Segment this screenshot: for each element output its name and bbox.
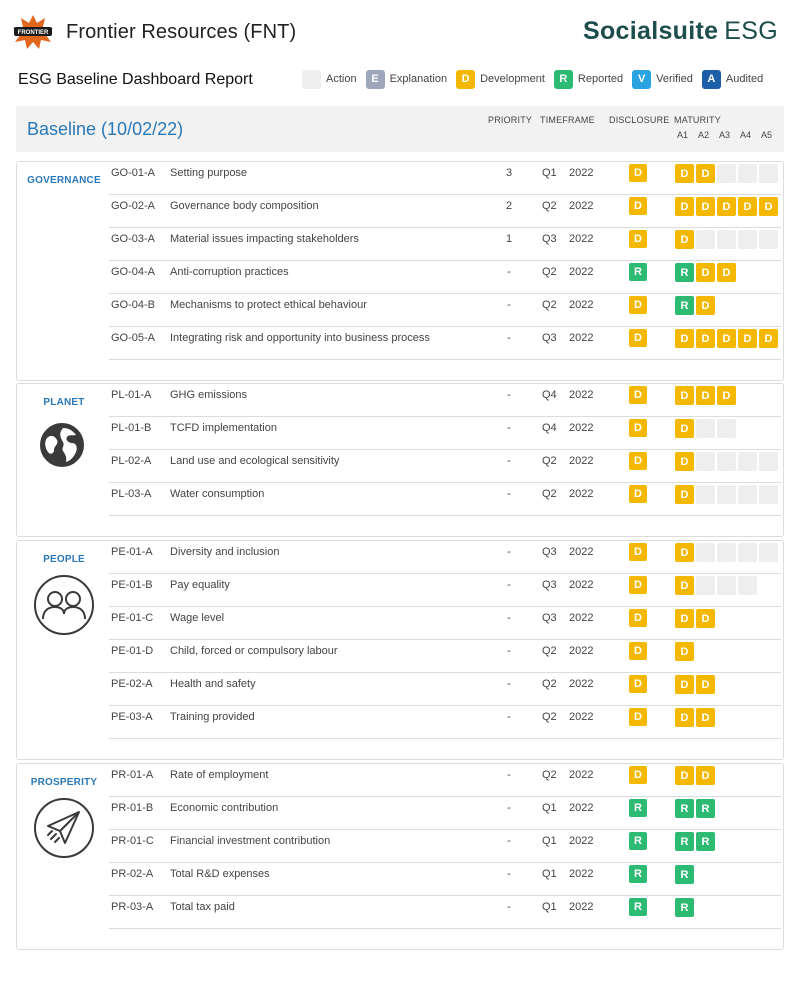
indicator-code: PE-01-A	[111, 546, 153, 558]
disclosure-badge: D	[629, 485, 647, 503]
disclosure-badge: D	[629, 386, 647, 404]
legend-item-audited	[702, 70, 763, 89]
maturity-a2-badge: D	[696, 296, 715, 315]
disclosure-badge: D	[629, 609, 647, 627]
timeframe-year: 2022	[569, 612, 594, 624]
legend-label: Explanation	[389, 73, 448, 85]
company-logo	[11, 14, 55, 50]
table-row	[109, 896, 781, 929]
maturity-a2-badge: D	[696, 708, 715, 727]
report-header	[0, 0, 800, 66]
timeframe-year: 2022	[569, 299, 594, 311]
timeframe-year: 2022	[569, 711, 594, 723]
indicator-name: Governance body composition	[170, 200, 319, 212]
maturity-a1-badge: D	[675, 708, 694, 727]
priority-value: -	[507, 422, 511, 434]
table-row	[109, 863, 781, 896]
timeframe-quarter: Q2	[542, 711, 557, 723]
maturity-a2-badge: R	[696, 832, 715, 851]
priority-value: -	[507, 612, 511, 624]
maturity-a3-badge	[717, 452, 736, 471]
maturity-column-header: MATURITY	[674, 115, 721, 125]
maturity-a5-badge: D	[759, 197, 778, 216]
legend-item-action	[302, 70, 357, 89]
maturity-a4-badge	[738, 576, 757, 595]
maturity-a1-badge: R	[675, 296, 694, 315]
timeframe-year: 2022	[569, 389, 594, 401]
disclosure-badge: D	[629, 164, 647, 182]
baseline-header	[16, 106, 784, 152]
indicator-name: Diversity and inclusion	[170, 546, 280, 558]
disclosure-badge: R	[629, 263, 647, 281]
timeframe-quarter: Q2	[542, 266, 557, 278]
timeframe-year: 2022	[569, 488, 594, 500]
timeframe-year: 2022	[569, 266, 594, 278]
legend-chip-action	[302, 70, 321, 89]
indicator-name: Financial investment contribution	[170, 835, 331, 847]
legend-label: Verified	[656, 73, 693, 85]
maturity-a1-badge: D	[675, 485, 694, 504]
disclosure-badge: D	[629, 329, 647, 347]
maturity-level-a2: A2	[698, 130, 710, 140]
indicator-name: Wage level	[170, 612, 225, 624]
legend-item-verified	[632, 70, 693, 89]
maturity-a2-badge	[696, 419, 715, 438]
maturity-a4-badge	[738, 452, 757, 471]
table-row	[109, 384, 781, 417]
disclosure-badge: D	[629, 543, 647, 561]
timeframe-year: 2022	[569, 868, 594, 880]
priority-value: -	[507, 678, 511, 690]
maturity-a3-badge: D	[717, 329, 736, 348]
priority-value: -	[507, 455, 511, 467]
priority-value: -	[507, 835, 511, 847]
maturity-a2-badge: D	[696, 329, 715, 348]
maturity-a5-badge	[759, 230, 778, 249]
maturity-a3-badge	[717, 543, 736, 562]
section-title: GOVERNANCE	[27, 175, 101, 186]
disclosure-badge: D	[629, 576, 647, 594]
maturity-a2-badge	[696, 485, 715, 504]
legend-item-explanation	[366, 70, 448, 89]
table-row	[109, 797, 781, 830]
indicator-code: PL-01-B	[111, 422, 152, 434]
maturity-a1-badge: D	[675, 230, 694, 249]
indicator-name: Rate of employment	[170, 769, 269, 781]
maturity-level-a1: A1	[677, 130, 689, 140]
indicator-code: PE-03-A	[111, 711, 153, 723]
indicator-code: PR-03-A	[111, 901, 154, 913]
timeframe-year: 2022	[569, 579, 594, 591]
section-planet	[16, 383, 784, 537]
priority-value: -	[507, 266, 511, 278]
maturity-a2-badge	[696, 576, 715, 595]
maturity-a1-badge: D	[675, 576, 694, 595]
table-row	[109, 640, 781, 673]
table-row	[109, 764, 781, 797]
maturity-a1-badge: D	[675, 386, 694, 405]
timeframe-quarter: Q2	[542, 455, 557, 467]
timeframe-quarter: Q2	[542, 645, 557, 657]
legend-label: Reported	[577, 73, 624, 85]
timeframe-quarter: Q1	[542, 868, 557, 880]
indicator-code: GO-04-B	[111, 299, 156, 311]
indicator-code: PR-01-B	[111, 802, 154, 814]
indicator-code: GO-01-A	[111, 167, 156, 179]
timeframe-year: 2022	[569, 678, 594, 690]
timeframe-year: 2022	[569, 167, 594, 179]
disclosure-badge: R	[629, 832, 647, 850]
table-row	[109, 541, 781, 574]
legend-chip-verified: V	[632, 70, 651, 89]
priority-value: 3	[505, 167, 513, 179]
indicator-code: GO-02-A	[111, 200, 156, 212]
indicator-name: Economic contribution	[170, 802, 279, 814]
maturity-a5-badge	[759, 452, 778, 471]
priority-value: 1	[505, 233, 513, 245]
maturity-a2-badge: D	[696, 386, 715, 405]
timeframe-quarter: Q2	[542, 769, 557, 781]
disclosure-badge: R	[629, 898, 647, 916]
priority-value: -	[507, 645, 511, 657]
disclosure-badge: D	[629, 708, 647, 726]
paper-plane-icon	[33, 797, 95, 864]
disclosure-badge: D	[629, 419, 647, 437]
indicator-name: GHG emissions	[170, 389, 248, 401]
timeframe-quarter: Q2	[542, 488, 557, 500]
table-row	[109, 228, 781, 261]
maturity-a3-badge	[717, 485, 736, 504]
legend-item-development	[456, 70, 545, 89]
disclosure-badge: D	[629, 197, 647, 215]
indicator-code: GO-03-A	[111, 233, 156, 245]
brand-suffix: ESG	[724, 17, 778, 45]
disclosure-badge: R	[629, 799, 647, 817]
indicator-name: Material issues impacting stakeholders	[170, 233, 359, 245]
timeframe-year: 2022	[569, 200, 594, 212]
priority-value: -	[507, 488, 511, 500]
indicator-code: GO-05-A	[111, 332, 156, 344]
indicator-name: Water consumption	[170, 488, 265, 500]
priority-value: -	[507, 901, 511, 913]
indicator-name: Land use and ecological sensitivity	[170, 455, 340, 467]
maturity-a1-badge: D	[675, 543, 694, 562]
priority-value: -	[507, 579, 511, 591]
disclosure-badge: D	[629, 675, 647, 693]
indicator-code: GO-04-A	[111, 266, 156, 278]
maturity-a4-badge: D	[738, 197, 757, 216]
table-row	[109, 574, 781, 607]
brand-logo	[583, 17, 778, 46]
brand-main: Socialsuite	[583, 17, 719, 45]
indicator-code: PE-01-C	[111, 612, 154, 624]
indicator-code: PE-01-D	[111, 645, 154, 657]
timeframe-year: 2022	[569, 901, 594, 913]
priority-value: -	[507, 802, 511, 814]
table-row	[109, 417, 781, 450]
indicator-code: PL-03-A	[111, 488, 152, 500]
legend-chip-development: D	[456, 70, 475, 89]
maturity-a3-badge: D	[717, 197, 736, 216]
legend	[302, 68, 763, 90]
indicator-code: PR-01-C	[111, 835, 154, 847]
indicator-name: Total R&D expenses	[170, 868, 270, 880]
indicator-code: PR-01-A	[111, 769, 154, 781]
maturity-a1-badge: D	[675, 766, 694, 785]
table-row	[109, 294, 781, 327]
timeframe-year: 2022	[569, 546, 594, 558]
maturity-a1-badge: D	[675, 164, 694, 183]
maturity-a2-badge	[696, 452, 715, 471]
maturity-level-a5: A5	[761, 130, 773, 140]
timeframe-quarter: Q3	[542, 612, 557, 624]
section-title: PROSPERITY	[30, 777, 98, 788]
legend-chip-explanation: E	[366, 70, 385, 89]
timeframe-quarter: Q3	[542, 546, 557, 558]
timeframe-year: 2022	[569, 645, 594, 657]
maturity-a1-badge: R	[675, 799, 694, 818]
legend-item-reported	[554, 70, 623, 89]
timeframe-quarter: Q4	[542, 389, 557, 401]
section-people	[16, 540, 784, 760]
indicator-code: PR-02-A	[111, 868, 154, 880]
maturity-a2-badge: D	[696, 197, 715, 216]
timeframe-quarter: Q1	[542, 835, 557, 847]
maturity-a3-badge: D	[717, 263, 736, 282]
maturity-a2-badge	[696, 543, 715, 562]
disclosure-badge: D	[629, 642, 647, 660]
baseline-title: Baseline (10/02/22)	[27, 119, 184, 139]
timeframe-quarter: Q1	[542, 802, 557, 814]
maturity-a1-badge: R	[675, 898, 694, 917]
maturity-a2-badge: D	[696, 263, 715, 282]
priority-value: -	[507, 769, 511, 781]
disclosure-badge: D	[629, 230, 647, 248]
section-governance	[16, 161, 784, 381]
indicator-code: PE-02-A	[111, 678, 153, 690]
indicator-name: Anti-corruption practices	[170, 266, 289, 278]
legend-label: Action	[326, 73, 357, 85]
indicator-code: PL-01-A	[111, 389, 152, 401]
maturity-a1-badge: R	[675, 263, 694, 282]
maturity-a4-badge	[738, 164, 757, 183]
table-row	[109, 195, 781, 228]
section-title: PLANET	[43, 397, 85, 408]
timeframe-quarter: Q4	[542, 422, 557, 434]
maturity-a5-badge	[759, 164, 778, 183]
maturity-a2-badge: R	[696, 799, 715, 818]
maturity-a3-badge	[717, 419, 736, 438]
maturity-a4-badge: D	[738, 329, 757, 348]
priority-value: -	[507, 546, 511, 558]
table-row	[109, 327, 781, 360]
indicator-name: Child, forced or compulsory labour	[170, 645, 338, 657]
legend-label: Audited	[725, 73, 764, 85]
maturity-a3-badge	[717, 576, 736, 595]
indicator-name: Health and safety	[170, 678, 256, 690]
maturity-a1-badge: D	[675, 329, 694, 348]
maturity-a2-badge: D	[696, 766, 715, 785]
timeframe-quarter: Q3	[542, 332, 557, 344]
table-row	[109, 673, 781, 706]
table-row	[109, 706, 781, 739]
logo-text: FRONTIER	[17, 30, 49, 36]
maturity-a2-badge: D	[696, 609, 715, 628]
timeframe-quarter: Q2	[542, 299, 557, 311]
indicator-name: Setting purpose	[170, 167, 248, 179]
maturity-a1-badge: D	[675, 642, 694, 661]
maturity-a4-badge	[738, 543, 757, 562]
priority-value: 2	[505, 200, 513, 212]
maturity-a5-badge	[759, 543, 778, 562]
timeframe-quarter: Q1	[542, 167, 557, 179]
disclosure-badge: D	[629, 766, 647, 784]
timeframe-quarter: Q2	[542, 678, 557, 690]
legend-label: Development	[480, 73, 545, 85]
maturity-a5-badge: D	[759, 329, 778, 348]
indicator-name: Pay equality	[170, 579, 230, 591]
maturity-a1-badge: R	[675, 832, 694, 851]
table-row	[109, 607, 781, 640]
timeframe-quarter: Q3	[542, 233, 557, 245]
maturity-a3-badge: D	[717, 386, 736, 405]
indicator-name: Mechanisms to protect ethical behaviour	[170, 299, 367, 311]
disclosure-column-header: DISCLOSURE	[609, 115, 670, 125]
table-row	[109, 261, 781, 294]
section-prosperity	[16, 763, 784, 950]
legend-chip-audited: A	[702, 70, 721, 89]
priority-value: -	[507, 299, 511, 311]
priority-value: -	[507, 332, 511, 344]
timeframe-year: 2022	[569, 455, 594, 467]
maturity-a5-badge	[759, 485, 778, 504]
disclosure-badge: D	[629, 452, 647, 470]
disclosure-badge: R	[629, 865, 647, 883]
maturity-level-a3: A3	[719, 130, 731, 140]
maturity-a4-badge	[738, 485, 757, 504]
maturity-a2-badge	[696, 230, 715, 249]
section-title: PEOPLE	[43, 554, 85, 565]
indicator-name: TCFD implementation	[170, 422, 277, 434]
maturity-a1-badge: D	[675, 197, 694, 216]
timeframe-year: 2022	[569, 769, 594, 781]
maturity-a3-badge	[717, 164, 736, 183]
timeframe-quarter: Q2	[542, 200, 557, 212]
indicator-code: PL-02-A	[111, 455, 152, 467]
timeframe-year: 2022	[569, 233, 594, 245]
maturity-level-a4: A4	[740, 130, 752, 140]
table-row	[109, 162, 781, 195]
maturity-a2-badge: D	[696, 164, 715, 183]
maturity-a1-badge: D	[675, 609, 694, 628]
indicator-name: Total tax paid	[170, 901, 235, 913]
maturity-a1-badge: D	[675, 675, 694, 694]
priority-value: -	[507, 711, 511, 723]
maturity-a1-badge: R	[675, 865, 694, 884]
disclosure-badge: D	[629, 296, 647, 314]
timeframe-year: 2022	[569, 422, 594, 434]
maturity-a1-badge: D	[675, 419, 694, 438]
indicator-name: Integrating risk and opportunity into business process	[170, 332, 430, 344]
globe-icon	[39, 422, 85, 473]
priority-column-header: PRIORITY	[488, 115, 533, 125]
timeframe-year: 2022	[569, 835, 594, 847]
maturity-a4-badge	[738, 230, 757, 249]
timeframe-year: 2022	[569, 802, 594, 814]
table-row	[109, 450, 781, 483]
timeframe-quarter: Q3	[542, 579, 557, 591]
company-name: Frontier Resources (FNT)	[66, 21, 297, 43]
timeframe-column-header: TIMEFRAME	[540, 115, 595, 125]
timeframe-quarter: Q1	[542, 901, 557, 913]
priority-value: -	[507, 389, 511, 401]
table-row	[109, 830, 781, 863]
report-title: ESG Baseline Dashboard Report	[18, 71, 253, 88]
maturity-a2-badge: D	[696, 675, 715, 694]
maturity-a3-badge	[717, 230, 736, 249]
table-row	[109, 483, 781, 516]
people-icon	[33, 574, 95, 641]
indicator-code: PE-01-B	[111, 579, 153, 591]
priority-value: -	[507, 868, 511, 880]
indicator-name: Training provided	[170, 711, 255, 723]
legend-chip-reported: R	[554, 70, 573, 89]
timeframe-year: 2022	[569, 332, 594, 344]
maturity-a1-badge: D	[675, 452, 694, 471]
